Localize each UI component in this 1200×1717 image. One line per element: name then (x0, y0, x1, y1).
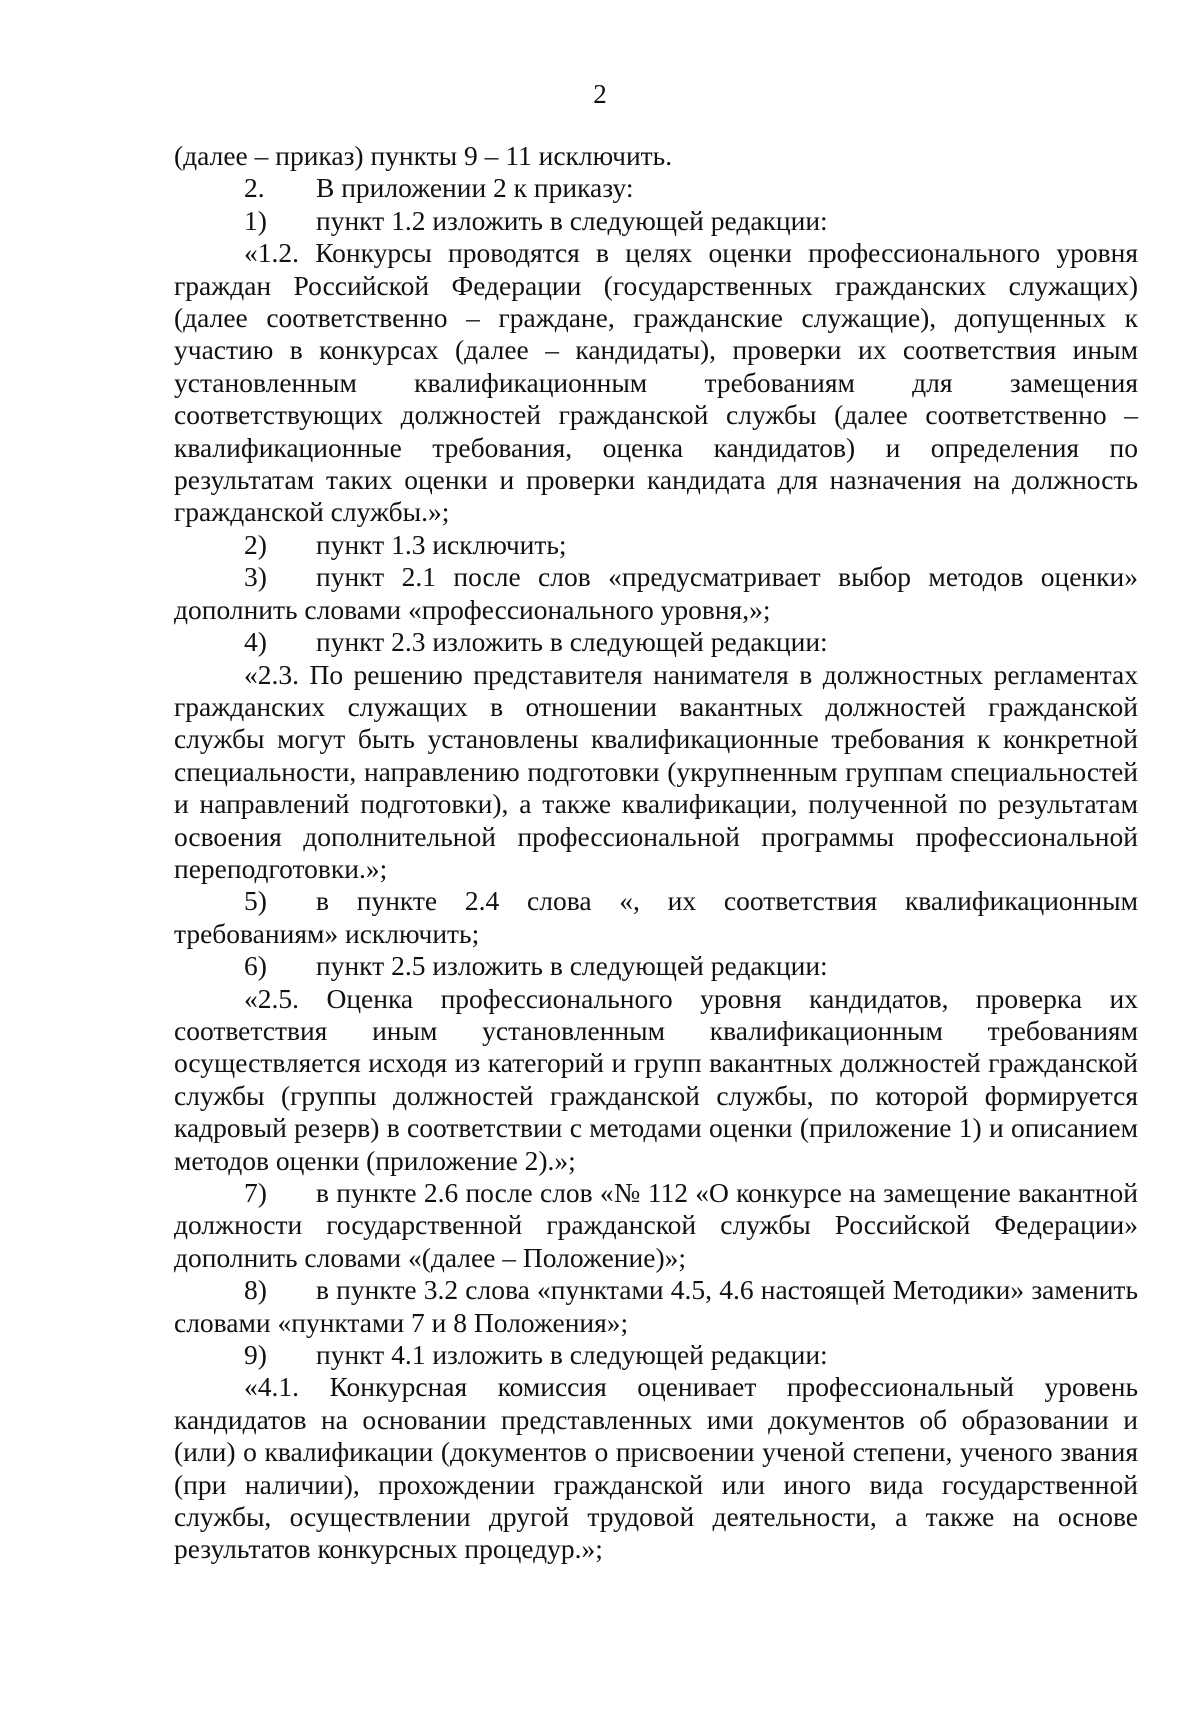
paragraph: (далее – приказ) пункты 9 – 11 исключить. (174, 140, 673, 171)
list-item-text: пункт 4.1 изложить в следующей редакции: (316, 1339, 828, 1371)
list-item-number: 9) (244, 1339, 267, 1371)
list-item-number: 2) (244, 528, 267, 560)
list-item-number: 8) (244, 1274, 267, 1306)
list-item (174, 1177, 1138, 1274)
paragraph: «1.2. Конкурсы проводятся в целях оценки профессионального уровня граждан Российской Федерации (государственных гражданских служащих) (далее соответственно – граждане, гражданские служащие), допущенных к участию в конкурсах (далее – кандидаты), проверки их соответствия иным установленным квалификационным требованиям для замещения соответствующих должностей гражданской службы (далее соответственно – квалификационные требования, оценка кандидатов) и определения по результатам таких оценки и проверки кандидата для назначения на должность гражданской службы.»; (174, 237, 1138, 528)
list-item (174, 172, 1138, 204)
list-item-text: пункт 1.2 изложить в следующей редакции: (316, 204, 828, 236)
list-item-text: в пункте 2.6 после слов «№ 112 «О конкурсе на замещение вакантной должности государственной гражданской службы Российской Федерации» дополнить словами «(далее – Положение)»; (174, 1177, 1138, 1273)
list-item (174, 885, 1138, 950)
list-item-number: 2. (244, 172, 265, 204)
list-item-text: пункт 2.1 после слов «предусматривает выбор методов оценки» дополнить словами «профессионального уровня,»; (174, 561, 1138, 625)
page-number: 2 (593, 79, 607, 109)
list-item (174, 529, 1138, 561)
list-item-number: 1) (244, 204, 267, 236)
list-item-text: В приложении 2 к приказу: (316, 172, 634, 204)
paragraph: «2.5. Оценка профессионального уровня кандидатов, проверка их соответствия иным установленным квалификационным требованиям осуществляется исходя из категорий и групп вакантных должностей гражданской службы (группы должностей гражданской службы, по которой формируется кадровый резерв) в соответствии с методами оценки (приложение 1) и описанием методов оценки (приложение 2).»; (174, 982, 1138, 1176)
paragraph: «4.1. Конкурсная комиссия оценивает профессиональный уровень кандидатов на основании представленных ими документов об образовании и (или) о квалификации (документов о присвоении ученой степени, ученого звания (при наличии), прохождении гражданской или иного вида государственной службы, осуществлении другой трудовой деятельности, а также на основе результатов конкурсных процедур.»; (174, 1371, 1138, 1565)
list-item-number: 3) (244, 561, 267, 593)
list-item-text: пункт 2.5 изложить в следующей редакции: (316, 950, 828, 982)
list-item (174, 205, 1138, 237)
list-item (174, 1274, 1138, 1339)
list-item-text: пункт 1.3 исключить; (316, 528, 567, 560)
list-item-number: 5) (244, 885, 267, 917)
list-item-text: пункт 2.3 изложить в следующей редакции: (316, 626, 828, 658)
paragraph: «2.3. По решению представителя нанимателя в должностных регламентах гражданских служащих в отношении вакантных должностей гражданской службы могут быть установлены квалификационные требования к конкретной специальности, направлению подготовки (укрупненным группам специальностей и направлений подготовки), а также квалификации, полученной по результатам освоения дополнительной профессиональной программы профессиональной переподготовки.»; (174, 658, 1138, 884)
list-item (174, 1339, 1138, 1371)
document-body (174, 140, 1138, 1566)
list-item (174, 626, 1138, 658)
list-item-number: 6) (244, 950, 267, 982)
list-item (174, 561, 1138, 626)
list-item (174, 950, 1138, 982)
list-item-number: 7) (244, 1177, 267, 1208)
list-item-text: в пункте 2.4 слова «, их соответствия квалификационным требованиям» исключить; (174, 885, 1138, 949)
list-item-text: в пункте 3.2 слова «пунктами 4.5, 4.6 настоящей Методики» заменить словами «пунктами 7 и 8 Положения»; (174, 1274, 1138, 1338)
list-item-number: 4) (244, 626, 267, 658)
